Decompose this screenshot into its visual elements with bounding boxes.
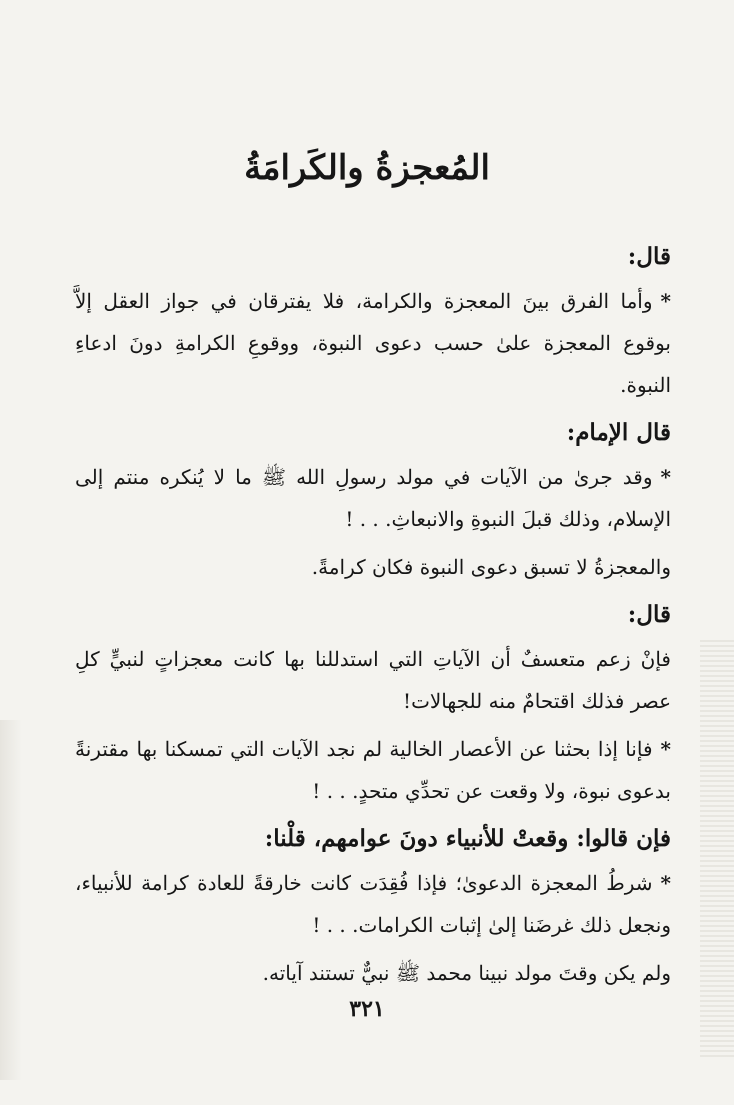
paragraph-text: شرطُ المعجزة الدعوىٰ؛ فإذا فُقِدَت كانت خارقةً للعادة كرامة للأنبياء، ونجعل ذلك غرضَنا إلىٰ إثبات الكرامات. . . ! — [75, 871, 671, 937]
chapter-title: المُعجزةُ والكَرامَةُ — [244, 148, 490, 188]
page-content — [75, 230, 671, 1000]
paragraph-3 — [75, 546, 671, 588]
star-marker: * — [660, 871, 671, 895]
paragraph-6 — [75, 862, 671, 946]
page-shadow — [0, 720, 22, 1080]
paragraph-text: فإنْ زعم متعسفٌ أن الآياتِ التي استدللنا بها كانت معجزاتٍ لنبيٍّ كلِ عصر فذلك اقتحامٌ منه للجهالات! — [75, 647, 671, 713]
paragraph-1 — [75, 280, 671, 406]
star-marker: * — [660, 289, 671, 313]
paragraph-text: فإنا إذا بحثنا عن الأعصار الخالية لم نجد الآيات التي تمسكنا بها مقترنةً بدعوى نبوة، ولا وقعت عن تحدِّي متحدٍ. . . ! — [75, 737, 671, 803]
heading-qal-2: قال: — [627, 601, 671, 628]
paragraph-4 — [75, 638, 671, 722]
heading-qal-1: قال: — [627, 243, 671, 270]
paragraph-2 — [75, 456, 671, 540]
paragraph-text: وأما الفرق بينَ المعجزة والكرامة، فلا يفترقان في جواز العقل إلاَّ بوقوع المعجزة علىٰ حسب دعوى النبوة، ووقوعِ الكرامةِ دونَ ادعاءِ النبوة. — [75, 289, 671, 397]
paragraph-7 — [75, 952, 671, 994]
paragraph-text: ولم يكن وقتَ مولد نبينا محمد ﷺ نبيٌّ تستند آياته. — [262, 961, 671, 985]
paragraph-text: والمعجزةُ لا تسبق دعوى النبوة فكان كرامةً. — [311, 555, 671, 579]
star-marker: * — [660, 737, 671, 761]
heading-qalu: فإن قالوا: وقعتْ للأنبياء دونَ عوامهم، قلْنا: — [264, 825, 671, 852]
star-marker: * — [660, 465, 671, 489]
paragraph-5 — [75, 728, 671, 812]
paragraph-text: وقد جرىٰ من الآيات في مولد رسولِ الله ﷺ ما لا يُنكره منتم إلى الإسلام، وذلك قبلَ النبوةِ والانبعاثِ. . . ! — [75, 465, 671, 531]
heading-imam: قال الإمام: — [566, 419, 671, 446]
page-number: ٣٢١ — [349, 996, 385, 1022]
